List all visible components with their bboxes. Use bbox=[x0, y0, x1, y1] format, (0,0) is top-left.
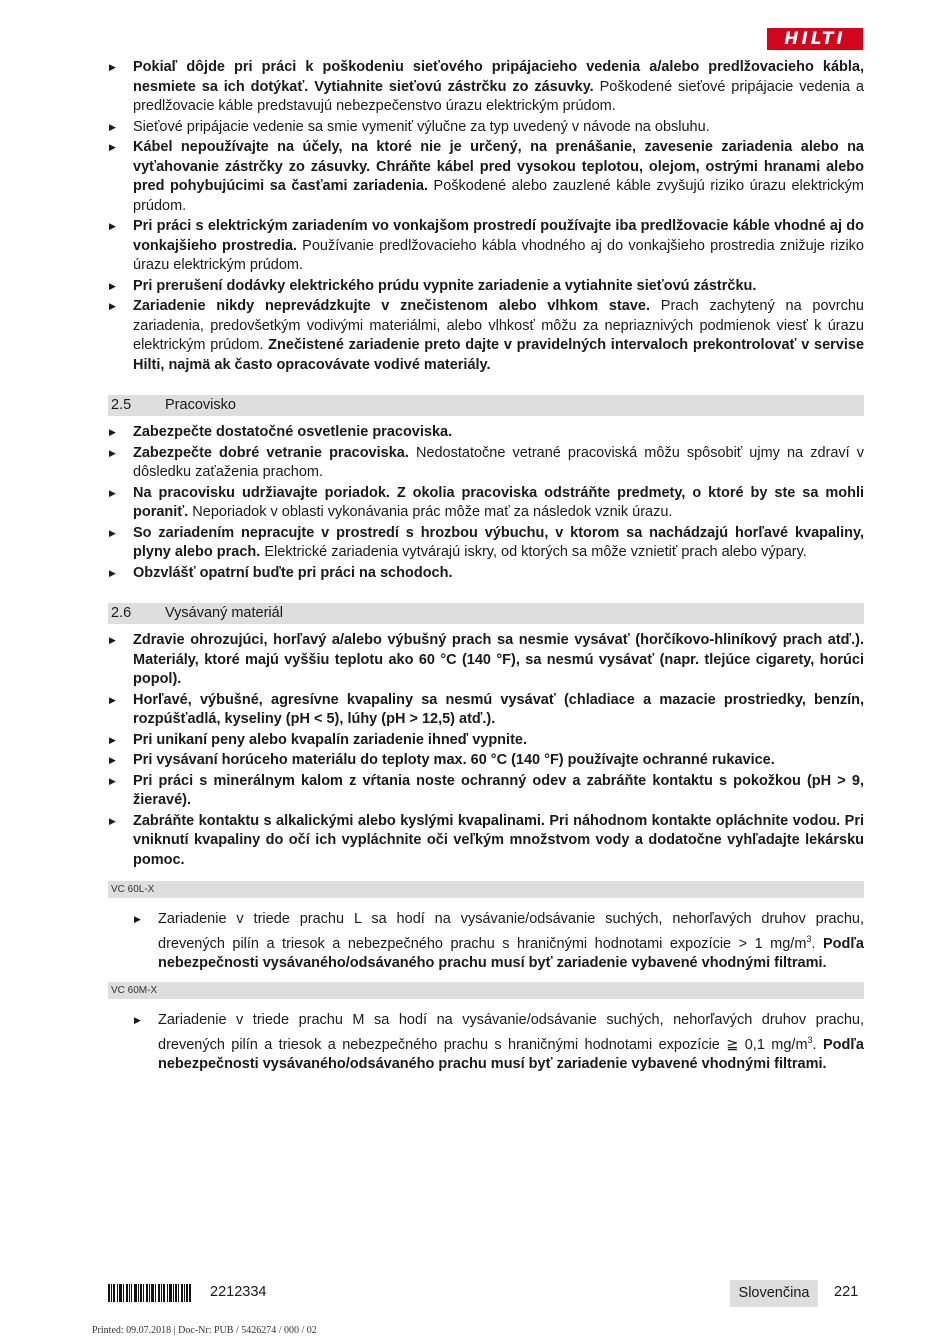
list-item: ▶ Zabráňte kontaktu s alkalickými alebo kyslými kvapalinami. Pri náhodnom kontakte opláchnite vodou. Pri vniknutí kvapaliny do očí ich vypláchnite oči veľkým množstvom vody a dodatočne vyhľadajte lekársku pomoc. bbox=[109, 812, 864, 868]
print-info: Printed: 09.07.2018 | Doc-Nr: PUB / 5426274 / 000 / 02 bbox=[92, 1325, 317, 1336]
list-item: ▶ Pri prerušení dodávky elektrického prúdu vypnite zariadenie a vytiahnite sieťovú zástrčku. bbox=[108, 277, 864, 297]
triangle-right-icon: ▶ bbox=[109, 62, 116, 72]
list-item: ▶ Na pracovisku udržiavajte poriadok. Z okolia pracoviska odstráňte predmety, o ktoré by ste sa mohli poraniť. Neporiadok v oblasti vykonávania prác môže mať za následok vznik úrazu. bbox=[109, 484, 864, 520]
triangle-right-icon: ▶ bbox=[109, 775, 116, 786]
model-label-vc60m: VC 60M-X bbox=[108, 982, 864, 999]
list-item: ▶ Obzvlášť opatrní buďte pri práci na schodoch. bbox=[108, 564, 864, 584]
page-footer bbox=[108, 1280, 864, 1308]
triangle-right-icon: ▶ bbox=[109, 280, 116, 291]
triangle-right-icon: ▶ bbox=[109, 487, 116, 498]
section-heading-2-5 bbox=[108, 395, 864, 416]
list-item: ▶ So zariadením nepracujte v prostredí s hrozbou výbuchu, v ktorom sa nachádzajú horľavé kvapaliny, plyny alebo prach. Elektrické zariadenia vytvárajú iskry, od ktorých sa môže vznietiť prach alebo výpary. bbox=[109, 524, 864, 560]
page-content bbox=[108, 58, 864, 1075]
list-item: ▶ Zariadenie nikdy neprevádzkujte v znečistenom alebo vlhkom stave. Prach zachytený na povrchu zariadenia, predovšetkým vodivými materiálmi, alebo vlhkosť môžu za nepriaznivých podmienok viesť k úrazu elektrickým prúdom. Znečistené zariadenie preto dajte v pravidelných intervaloch prekontrolovať v servise Hilti, najmä ak často opracovávate vodivé materiály. bbox=[109, 298, 865, 373]
list-item: ▶ Pri vysávaní horúceho materiálu do teploty max. 60 °C (140 °F) používajte ochranné rukavice. bbox=[108, 751, 864, 771]
list-item: ▶ Zariadenie v triede prachu M sa hodí na vysávanie/odsávanie suchých, nehorľavých druhov prachu, drevených pilín a triesok a nebezpečného prachu s hraničnými hodnotami expozície ≧ 0,1 $mg/m^3$. Podľa nebezpečnosti vysávaného/odsávaného prachu musí byť zariadenie vybavené vhodnými filtrami. bbox=[134, 1012, 864, 1073]
hilti-logo bbox=[767, 28, 863, 50]
triangle-right-icon: ▶ bbox=[109, 694, 116, 705]
vc60m-list bbox=[108, 1011, 864, 1074]
list-item: ▶ Zdravie ohrozujúci, horľavý a/alebo výbušný prach sa nesmie vysávať (horčíkovo-hliníkový prach atď.). Materiály, ktoré majú vyššiu teplotu ako 60 °C (140 °F), sa nesmú vysávať (napr. tlejúce cigarety, horúci popol). bbox=[109, 632, 864, 687]
section-number: 2.6 bbox=[111, 604, 132, 621]
list-item: ▶ Zariadenie v triede prachu L sa hodí na vysávanie/odsávanie suchých, nehorľavých druhov prachu, drevených pilín a triesok a nebezpečného prachu s hraničnými hodnotami expozície > 1 $mg/m^3$. Podľa nebezpečnosti vysávaného/odsávaného prachu musí byť zariadenie vybavené vhodnými filtrami. bbox=[134, 911, 864, 971]
triangle-right-icon: ▶ bbox=[134, 1015, 141, 1026]
list-item: ▶ Zabezpečte dobré vetranie pracoviska. Nedostatočne vetrané pracoviská môžu spôsobiť ujmy na zdraví v dôsledku zaťaženia prachom. bbox=[109, 444, 864, 480]
triangle-right-icon: ▶ bbox=[109, 221, 116, 231]
triangle-right-icon: ▶ bbox=[109, 755, 116, 765]
list-item: ▶ Pri práci s elektrickým zariadením vo vonkajšom prostredí používajte iba predlžovacie káble vhodné aj do vonkajšieho prostredia. Používanie predlžovacieho kábla vhodného aj do vonkajšieho prostredia znižuje riziko úrazu elektrickým prúdom. bbox=[109, 218, 864, 273]
triangle-right-icon: ▶ bbox=[109, 734, 116, 745]
triangle-right-icon: ▶ bbox=[109, 121, 116, 132]
triangle-right-icon: ▶ bbox=[109, 567, 116, 578]
material-list bbox=[108, 631, 864, 870]
triangle-right-icon: ▶ bbox=[109, 447, 116, 458]
triangle-right-icon: ▶ bbox=[109, 301, 116, 311]
list-item: ▶ Horľavé, výbušné, agresívne kvapaliny sa nesmú vysávať (chladiace a mazacie prostriedky, benzín, rozpúšťadlá, kyseliny (pH < 5), lúhy (pH > 12,5) atď.). bbox=[109, 691, 864, 727]
list-item: ▶ Zabezpečte dostatočné osvetlenie pracoviska. bbox=[108, 423, 864, 443]
intro-list bbox=[108, 58, 864, 375]
model-label-vc60l: VC 60L-X bbox=[108, 881, 864, 898]
section-number: 2.5 bbox=[111, 396, 132, 413]
list-item: ▶ Sieťové pripájacie vedenie sa smie vymeniť výlučne za typ uvedený v návode na obsluhu. bbox=[108, 118, 864, 138]
section-title: Pracovisko bbox=[165, 396, 236, 413]
vc60l-list bbox=[108, 910, 864, 973]
triangle-right-icon: ▶ bbox=[134, 914, 141, 924]
list-item: ▶ Pri práci s minerálnym kalom z vŕtania noste ochranný odev a zabráňte kontaktu s pokožkou (pH > 9, žieravé). bbox=[109, 772, 864, 808]
list-item: ▶ Kábel nepoužívajte na účely, na ktoré nie je určený, na prenášanie, zavesenie zariadenia alebo na vyťahovanie zástrčky zo zásuvky. Chráňte kábel pred vysokou teplotou, olejom, ostrými hranami alebo pred pohybujúcimi sa časťami zariadenia. Poškodené alebo zauzlené káble zvyšujú riziko úrazu elektrickým prúdom. bbox=[109, 139, 864, 214]
triangle-right-icon: ▶ bbox=[109, 427, 116, 437]
language-badge: Slovenčina bbox=[730, 1280, 818, 1307]
section-heading-2-6 bbox=[108, 603, 864, 624]
page-number: 221 bbox=[834, 1284, 859, 1300]
logo-text: HILTI bbox=[784, 29, 846, 49]
document-number: 2212334 bbox=[210, 1284, 267, 1300]
triangle-right-icon: ▶ bbox=[109, 527, 116, 538]
barcode bbox=[108, 1284, 191, 1302]
triangle-right-icon: ▶ bbox=[109, 815, 116, 826]
workplace-list bbox=[108, 423, 864, 583]
section-title: Vysávaný materiál bbox=[165, 604, 283, 621]
triangle-right-icon: ▶ bbox=[109, 142, 116, 152]
list-item: ▶ Pri unikaní peny alebo kvapalín zariadenie ihneď vypnite. bbox=[108, 731, 864, 751]
list-item: ▶ Pokiaľ dôjde pri práci k poškodeniu sieťového pripájacieho vedenia a/alebo predlžovacieho kábla, nesmiete sa ich dotýkať. Vytiahnite sieťovú zástrčku zo zásuvky. Poškodené sieťové pripájacie vedenia a predlžovacie káble predstavujú nebezpečenstvo úrazu elektrickým prúdom. bbox=[109, 59, 864, 114]
triangle-right-icon: ▶ bbox=[109, 635, 116, 645]
